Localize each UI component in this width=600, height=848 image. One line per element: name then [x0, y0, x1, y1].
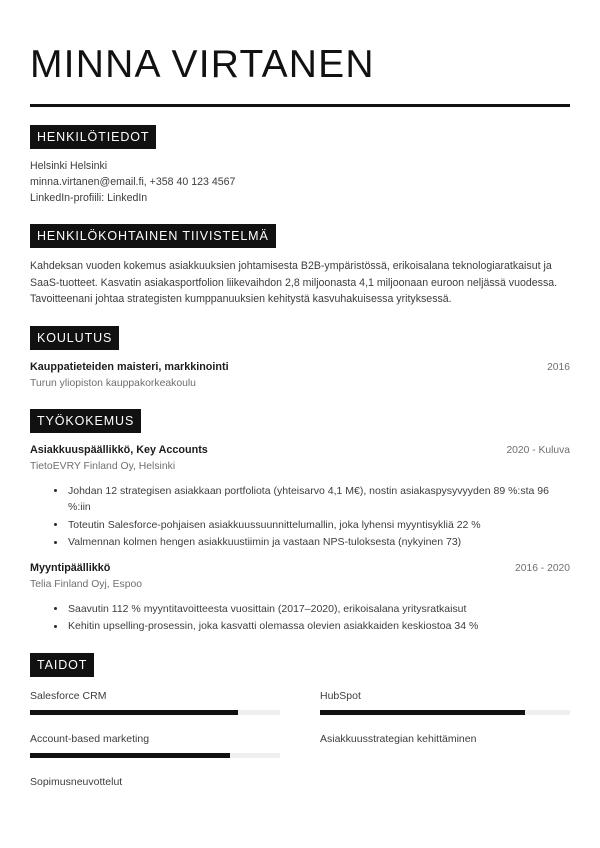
experience-company: TietoEVRY Finland Oy, Helsinki: [30, 460, 176, 472]
section-heading-skills: TAIDOT: [30, 653, 94, 677]
education-year: 2016: [547, 361, 570, 373]
list-item: Saavutin 112 % myyntitavoitteesta vuosittain (2017–2020), erikoisalana yritysratkaisut: [52, 601, 570, 618]
experience-bullet-list: [30, 601, 570, 635]
skill-bar-fill: [30, 710, 238, 715]
section-heading-education: KOULUTUS: [30, 326, 119, 350]
skill-label: Account-based marketing: [30, 732, 150, 745]
list-item: Johdan 12 strategisen asiakkaan portfoliota (yhteisarvo 4,1 M€), nostin asiakaspysyvyyden 89 %:sta 96 %:iin: [52, 483, 570, 516]
experience-date-range: 2020 - Kuluva: [506, 444, 570, 456]
experience-company: Telia Finland Oyj, Espoo: [30, 578, 143, 590]
skill-item: [30, 689, 280, 715]
education-entry: [30, 360, 570, 391]
education-entry-header: [30, 360, 570, 375]
header-divider: [30, 104, 570, 107]
section-contact: [30, 125, 570, 206]
experience-job-title: Myyntipäällikkö: [30, 561, 111, 574]
education-institution: Turun yliopiston kauppakorkeakoulu: [30, 377, 196, 389]
experience-bullet-list: [30, 483, 570, 551]
section-heading-summary: HENKILÖKOHTAINEN TIIVISTELMÄ: [30, 224, 276, 248]
section-heading-contact: HENKILÖTIEDOT: [30, 125, 156, 149]
section-heading-experience: TYÖKOKEMUS: [30, 409, 141, 433]
skill-bar-track: [30, 710, 280, 715]
skill-bar-track: [320, 710, 570, 715]
skill-bar-fill: [30, 753, 230, 758]
experience-entry: [30, 443, 570, 551]
section-education: [30, 326, 570, 391]
experience-date-range: 2016 - 2020: [515, 562, 570, 574]
contact-line-email-phone: minna.virtanen@email.fi, +358 40 123 4567: [30, 176, 236, 188]
section-summary: [30, 224, 570, 308]
experience-job-title: Asiakkuuspäällikkö, Key Accounts: [30, 443, 208, 456]
summary-text: Kahdeksan vuoden kokemus asiakkuuksien johtamisesta B2B-ympäristössä, erikoisalana teknologiaratkaisut ja SaaS-tuotteet. Kasvatin asiakasportfolion liikevaihdon 2,8 miljoonasta 4,1 miljoonaan euroon neljässä vuodessa. Tavoitteenani johtaa strategisten kumppanuuksien kehitystä kasvuhakuisessa yrityksessä.: [30, 260, 558, 305]
section-experience: [30, 409, 570, 635]
contact-details: [30, 158, 570, 206]
contact-line-location: Helsinki Helsinki: [30, 160, 108, 172]
list-item: Toteutin Salesforce-pohjaisen asiakkuussuunnittelumallin, joka lyhensi myyntisykliä 22 %: [52, 517, 570, 534]
skill-label: Salesforce CRM: [30, 689, 107, 702]
list-item: Valmennan kolmen hengen asiakkuustiimin ja vastaan NPS-tuloksesta (nykyinen 73): [52, 534, 570, 551]
education-degree: Kauppatieteiden maisteri, markkinointi: [30, 360, 229, 373]
skill-item: [320, 732, 570, 758]
contact-line-linkedin[interactable]: LinkedIn-profiili: LinkedIn: [30, 192, 148, 204]
list-item: Kehitin upselling-prosessin, joka kasvatti olemassa olevien asiakkaiden keskiostoa 34 %: [52, 618, 570, 635]
experience-entry-header: [30, 443, 570, 458]
skill-label: Sopimusneuvottelut: [30, 775, 123, 788]
skill-label: HubSpot: [320, 689, 361, 702]
experience-entry: [30, 561, 570, 635]
experience-entry-header: [30, 561, 570, 576]
skill-bar-fill: [320, 710, 525, 715]
page-title: MINNA VIRTANEN: [30, 43, 375, 86]
skill-item: [30, 732, 280, 758]
skill-bar-track: [30, 753, 280, 758]
skill-label: Asiakkuusstrategian kehittäminen: [320, 732, 477, 745]
skills-grid: [30, 689, 570, 818]
skill-item: [320, 689, 570, 715]
section-skills: [30, 653, 570, 818]
skill-item: [30, 775, 280, 801]
